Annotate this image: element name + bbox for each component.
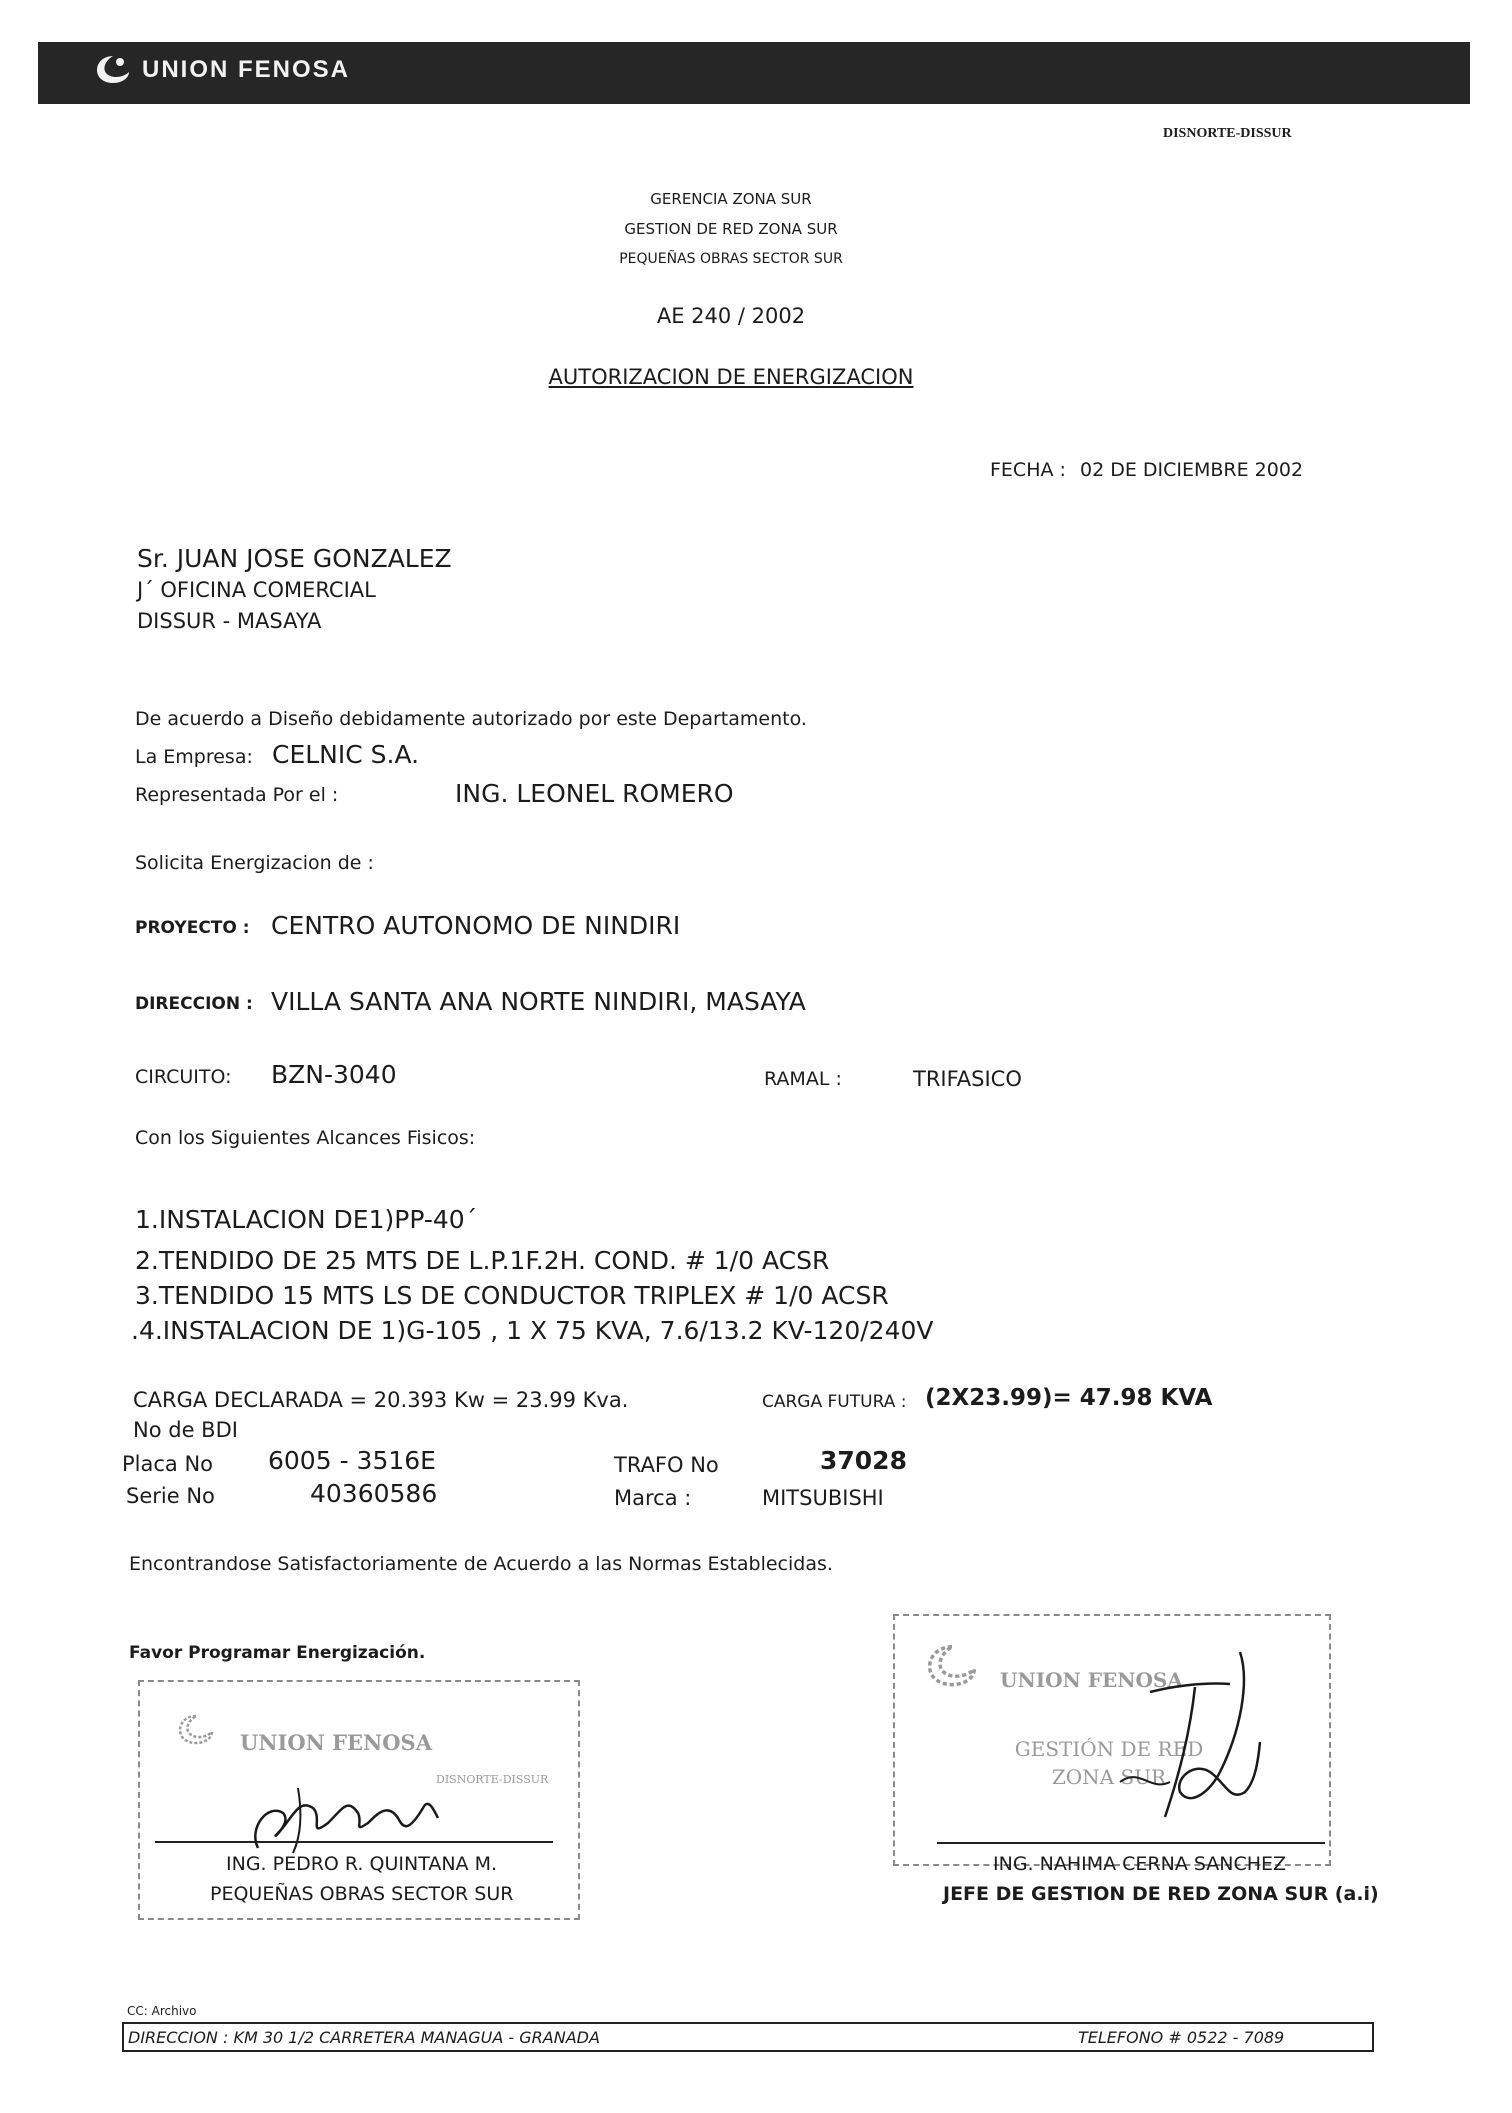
serial-label: Serie No bbox=[126, 1484, 215, 1508]
compliance-text: Encontrandose Satisfactoriamente de Acuerdo a las Normas Establecidas. bbox=[129, 1553, 833, 1575]
bdi-label: No de BDI bbox=[133, 1418, 238, 1442]
brand-field-value: MITSUBISHI bbox=[762, 1486, 884, 1510]
right-stamp-logo-icon bbox=[924, 1640, 980, 1690]
right-stamp-text: GESTIÓN DE RED ZONA SUR bbox=[1014, 1737, 1204, 1789]
left-stamp-brand: UNION FENOSA bbox=[240, 1730, 432, 1755]
cc-note: CC: Archivo bbox=[127, 2004, 197, 2018]
circuit-value: BZN-3040 bbox=[271, 1060, 397, 1089]
right-signer-name: ING. NAHIMA CERNA SANCHEZ bbox=[993, 1853, 1287, 1875]
scope-item-2: 2.TENDIDO DE 25 MTS DE L.P.1F.2H. COND. # 1/0 ACSR bbox=[135, 1246, 830, 1275]
scope-item-3: 3.TENDIDO 15 MTS LS DE CONDUCTOR TRIPLEX # 1/0 ACSR bbox=[135, 1281, 889, 1310]
representative-value: ING. LEONEL ROMERO bbox=[455, 779, 734, 808]
address-label: DIRECCION : bbox=[135, 994, 253, 1014]
ramal-label: RAMAL : bbox=[764, 1068, 842, 1090]
union-fenosa-logo-icon bbox=[93, 52, 133, 86]
scope-label: Con los Siguientes Alcances Fisicos: bbox=[135, 1127, 476, 1149]
ramal-value: TRIFASICO bbox=[913, 1067, 1022, 1091]
intro-text: De acuerdo a Diseño debidamente autorizado por este Departamento. bbox=[135, 708, 807, 730]
footer-phone: TELEFONO # 0522 - 7089 bbox=[1078, 2028, 1285, 2047]
header-bar bbox=[38, 42, 1470, 104]
declared-load: CARGA DECLARADA = 20.393 Kw = 23.99 Kva. bbox=[133, 1388, 629, 1412]
left-stamp-logo-icon bbox=[176, 1712, 216, 1746]
right-signer-title: JEFE DE GESTION DE RED ZONA SUR (a.i) bbox=[943, 1883, 1379, 1905]
footer-box bbox=[122, 2022, 1374, 2052]
project-label: PROYECTO : bbox=[135, 918, 250, 938]
department-line-3: PEQUEÑAS OBRAS SECTOR SUR bbox=[619, 251, 843, 267]
request-label: Solicita Energizacion de : bbox=[135, 852, 374, 874]
project-value: CENTRO AUTONOMO DE NINDIRI bbox=[271, 911, 681, 940]
brand-field-label: Marca : bbox=[614, 1486, 692, 1510]
future-load-value: (2X23.99)= 47.98 KVA bbox=[925, 1385, 1213, 1411]
right-stamp-brand: UNION FENOSA bbox=[1000, 1668, 1183, 1692]
document-title: AUTORIZACION DE ENERGIZACION bbox=[548, 365, 914, 389]
date-value: 02 DE DICIEMBRE 2002 bbox=[1080, 459, 1304, 481]
date-label: FECHA : bbox=[990, 459, 1066, 481]
serial-value: 40360586 bbox=[310, 1479, 438, 1508]
recipient-office: DISSUR - MASAYA bbox=[137, 609, 322, 633]
document-code: DISNORTE-DISSUR bbox=[1163, 126, 1292, 141]
document-number: AE 240 / 2002 bbox=[656, 304, 806, 328]
plate-value: 6005 - 3516E bbox=[268, 1446, 436, 1475]
left-stamp-code: DISNORTE-DISSUR bbox=[436, 1773, 549, 1786]
recipient-position: J´ OFICINA COMERCIAL bbox=[137, 578, 376, 602]
department-line-1: GERENCIA ZONA SUR bbox=[650, 190, 812, 208]
right-signature-line bbox=[937, 1842, 1325, 1844]
department-line-2: GESTION DE RED ZONA SUR bbox=[624, 220, 838, 238]
left-signature-scribble bbox=[238, 1778, 448, 1858]
left-signer-name: ING. PEDRO R. QUINTANA M. bbox=[226, 1853, 498, 1875]
left-signature-line bbox=[155, 1841, 553, 1843]
scope-item-1: 1.INSTALACION DE1)PP-40´ bbox=[135, 1205, 478, 1234]
program-note: Favor Programar Energización. bbox=[129, 1643, 426, 1663]
plate-label: Placa No bbox=[122, 1452, 214, 1476]
right-signature-scribble bbox=[1080, 1642, 1280, 1832]
circuit-label: CIRCUITO: bbox=[135, 1066, 232, 1088]
company-label: La Empresa: bbox=[135, 746, 253, 768]
left-signer-title: PEQUEÑAS OBRAS SECTOR SUR bbox=[210, 1883, 514, 1905]
trafo-value: 37028 bbox=[820, 1446, 907, 1475]
footer-address: DIRECCION : KM 30 1/2 CARRETERA MANAGUA - GRANADA bbox=[128, 2028, 600, 2047]
representative-label: Representada Por el : bbox=[135, 784, 339, 806]
company-value: CELNIC S.A. bbox=[272, 740, 420, 769]
scope-item-4: .4.INSTALACION DE 1)G-105 , 1 X 75 KVA, 7.6/13.2 KV-120/240V bbox=[131, 1316, 934, 1345]
future-load-label: CARGA FUTURA : bbox=[762, 1392, 907, 1412]
address-value: VILLA SANTA ANA NORTE NINDIRI, MASAYA bbox=[271, 987, 806, 1016]
brand-name: UNION FENOSA bbox=[142, 56, 351, 83]
trafo-label: TRAFO No bbox=[614, 1453, 719, 1477]
recipient-name: Sr. JUAN JOSE GONZALEZ bbox=[137, 544, 452, 573]
